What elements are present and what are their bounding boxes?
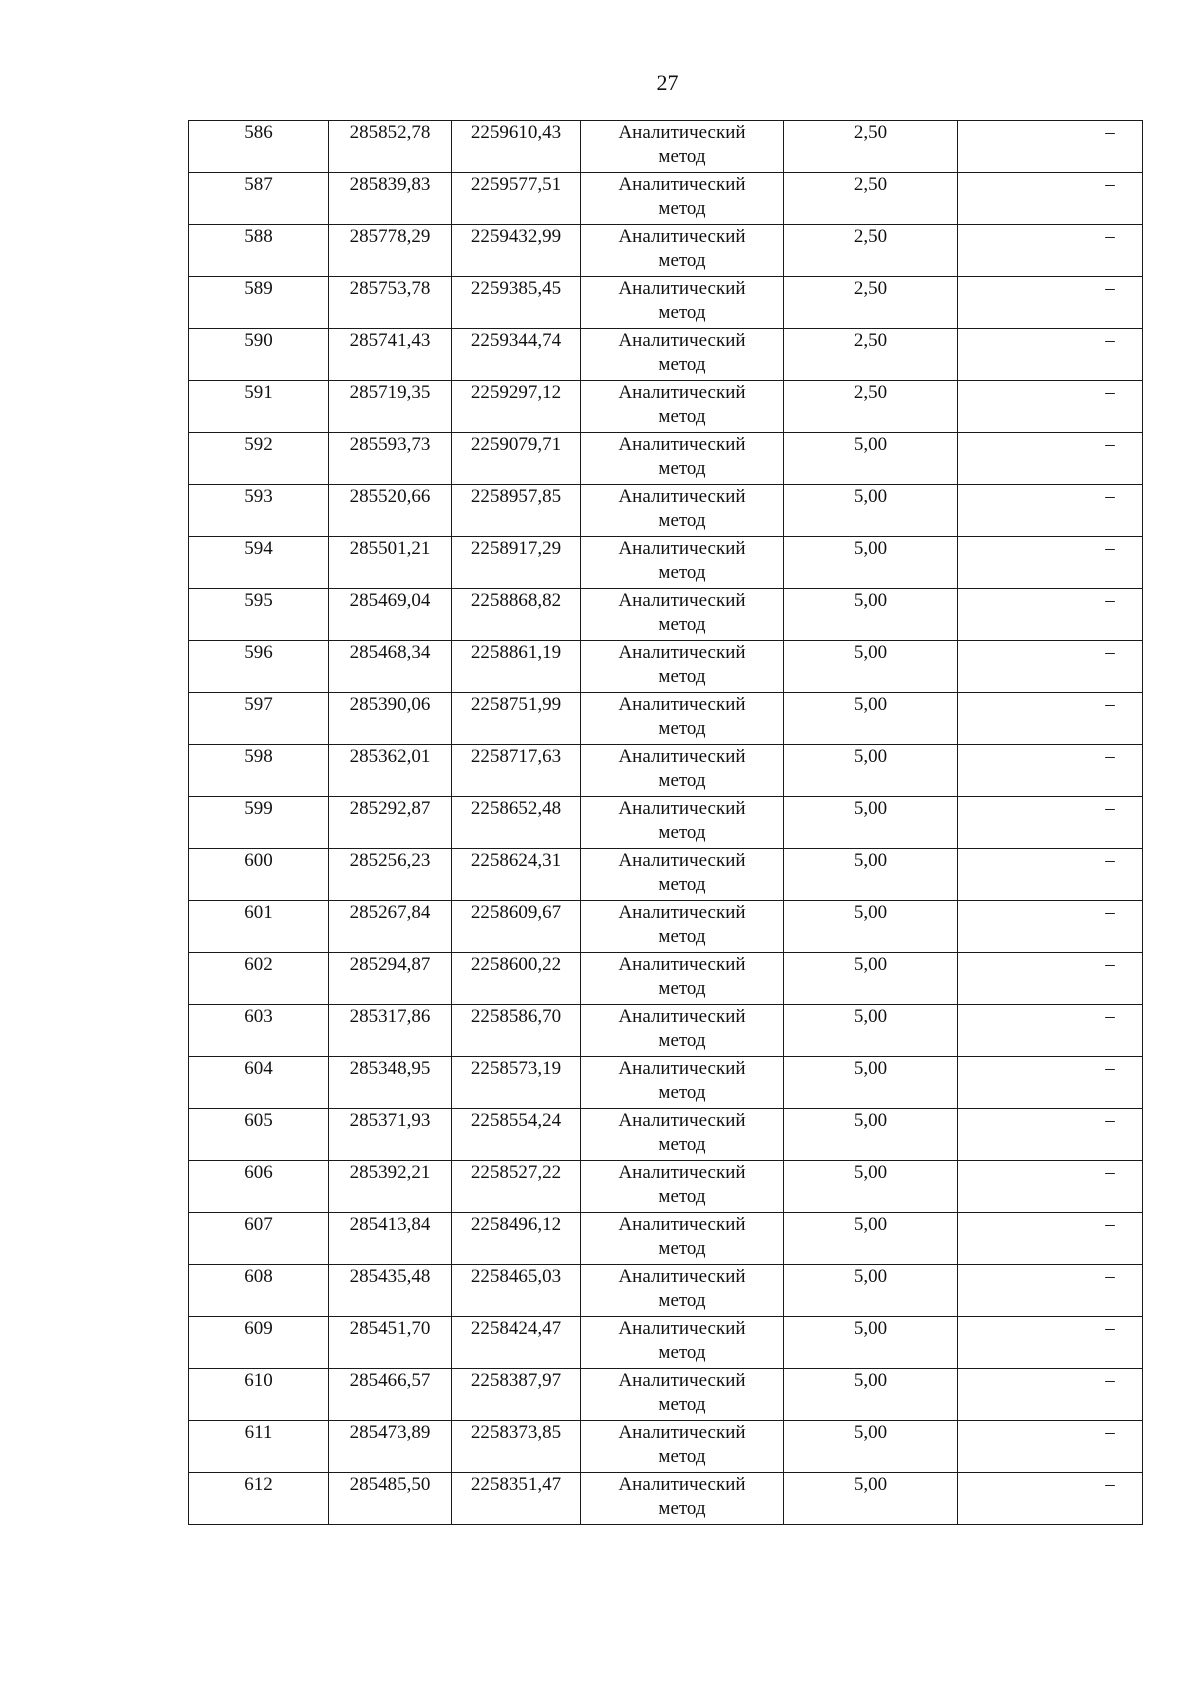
- accuracy-cell: 2,50: [784, 329, 958, 381]
- accuracy-cell: 5,00: [784, 589, 958, 641]
- x-coordinate-cell: 285473,89: [329, 1421, 452, 1473]
- y-coordinate-cell: 2258652,48: [452, 797, 581, 849]
- point-number-cell: 601: [189, 901, 329, 953]
- method-line-1: Аналитический: [618, 1058, 746, 1079]
- note-dash: –: [1105, 538, 1115, 559]
- accuracy-cell: 5,00: [784, 1317, 958, 1369]
- method-line-1: Аналитический: [618, 1422, 746, 1443]
- note-cell: [958, 745, 1143, 797]
- method-line-2: метод: [658, 1186, 706, 1207]
- x-coordinate-cell: 285362,01: [329, 745, 452, 797]
- method-line-2: метод: [658, 770, 706, 791]
- table-row: [189, 797, 1143, 849]
- x-coordinate-cell: 285371,93: [329, 1109, 452, 1161]
- note-dash: –: [1105, 1422, 1115, 1443]
- x-coordinate-cell: 285520,66: [329, 485, 452, 537]
- point-number-cell: 602: [189, 953, 329, 1005]
- note-dash: –: [1105, 746, 1115, 767]
- method-line-2: метод: [658, 406, 706, 427]
- note-cell: [958, 641, 1143, 693]
- y-coordinate-cell: 2258751,99: [452, 693, 581, 745]
- method-line-1: Аналитический: [618, 1006, 746, 1027]
- method-line-2: метод: [658, 926, 706, 947]
- table-row: [189, 1473, 1143, 1525]
- point-number-cell: 603: [189, 1005, 329, 1057]
- point-number-cell: 608: [189, 1265, 329, 1317]
- note-dash: –: [1105, 382, 1115, 403]
- x-coordinate-cell: 285852,78: [329, 121, 452, 173]
- table-body: [189, 121, 1143, 1525]
- note-dash: –: [1105, 1474, 1115, 1495]
- y-coordinate-cell: 2258496,12: [452, 1213, 581, 1265]
- coordinates-table: [188, 120, 1143, 1525]
- accuracy-cell: 5,00: [784, 1057, 958, 1109]
- x-coordinate-cell: 285392,21: [329, 1161, 452, 1213]
- method-line-2: метод: [658, 1134, 706, 1155]
- method-line-1: Аналитический: [618, 226, 746, 247]
- method-cell: [581, 1265, 784, 1317]
- note-dash: –: [1105, 174, 1115, 195]
- note-cell: [958, 589, 1143, 641]
- y-coordinate-cell: 2259385,45: [452, 277, 581, 329]
- page-number: 27: [656, 70, 679, 95]
- method-cell: [581, 277, 784, 329]
- y-coordinate-cell: 2258868,82: [452, 589, 581, 641]
- table-row: [189, 1369, 1143, 1421]
- x-coordinate-cell: 285317,86: [329, 1005, 452, 1057]
- method-line-2: метод: [658, 874, 706, 895]
- note-dash: –: [1105, 798, 1115, 819]
- note-dash: –: [1105, 278, 1115, 299]
- method-cell: [581, 1109, 784, 1161]
- method-cell: [581, 849, 784, 901]
- method-cell: [581, 901, 784, 953]
- note-dash: –: [1105, 1370, 1115, 1391]
- x-coordinate-cell: 285741,43: [329, 329, 452, 381]
- method-line-1: Аналитический: [618, 798, 746, 819]
- point-number-cell: 600: [189, 849, 329, 901]
- note-cell: [958, 329, 1143, 381]
- table-row: [189, 537, 1143, 589]
- accuracy-cell: 5,00: [784, 433, 958, 485]
- table-row: [189, 329, 1143, 381]
- table-row: [189, 173, 1143, 225]
- note-cell: [958, 433, 1143, 485]
- method-line-2: метод: [658, 978, 706, 999]
- method-line-1: Аналитический: [618, 1266, 746, 1287]
- y-coordinate-cell: 2258717,63: [452, 745, 581, 797]
- method-line-2: метод: [658, 1238, 706, 1259]
- method-line-2: метод: [658, 1394, 706, 1415]
- table-row: [189, 953, 1143, 1005]
- method-cell: [581, 225, 784, 277]
- accuracy-cell: 5,00: [784, 797, 958, 849]
- x-coordinate-cell: 285719,35: [329, 381, 452, 433]
- y-coordinate-cell: 2259079,71: [452, 433, 581, 485]
- note-cell: [958, 1213, 1143, 1265]
- x-coordinate-cell: 285267,84: [329, 901, 452, 953]
- table-row: [189, 1265, 1143, 1317]
- method-cell: [581, 1057, 784, 1109]
- y-coordinate-cell: 2259432,99: [452, 225, 581, 277]
- point-number-cell: 610: [189, 1369, 329, 1421]
- method-line-1: Аналитический: [618, 642, 746, 663]
- method-line-1: Аналитический: [618, 1474, 746, 1495]
- note-cell: [958, 1109, 1143, 1161]
- method-cell: [581, 1421, 784, 1473]
- method-cell: [581, 1213, 784, 1265]
- method-line-1: Аналитический: [618, 122, 746, 143]
- method-line-1: Аналитический: [618, 694, 746, 715]
- point-number-cell: 588: [189, 225, 329, 277]
- point-number-cell: 589: [189, 277, 329, 329]
- point-number-cell: 611: [189, 1421, 329, 1473]
- x-coordinate-cell: 285390,06: [329, 693, 452, 745]
- y-coordinate-cell: 2258861,19: [452, 641, 581, 693]
- point-number-cell: 586: [189, 121, 329, 173]
- note-cell: [958, 693, 1143, 745]
- method-line-1: Аналитический: [618, 486, 746, 507]
- accuracy-cell: 5,00: [784, 1161, 958, 1213]
- method-line-1: Аналитический: [618, 434, 746, 455]
- method-cell: [581, 537, 784, 589]
- note-dash: –: [1105, 1162, 1115, 1183]
- method-cell: [581, 953, 784, 1005]
- table-row: [189, 485, 1143, 537]
- point-number-cell: 592: [189, 433, 329, 485]
- method-cell: [581, 693, 784, 745]
- y-coordinate-cell: 2259610,43: [452, 121, 581, 173]
- method-line-1: Аналитический: [618, 1214, 746, 1235]
- method-line-2: метод: [658, 302, 706, 323]
- note-cell: [958, 225, 1143, 277]
- table-row: [189, 1109, 1143, 1161]
- method-line-2: метод: [658, 718, 706, 739]
- y-coordinate-cell: 2258527,22: [452, 1161, 581, 1213]
- method-cell: [581, 173, 784, 225]
- y-coordinate-cell: 2259344,74: [452, 329, 581, 381]
- table-row: [189, 1213, 1143, 1265]
- note-cell: [958, 121, 1143, 173]
- method-cell: [581, 329, 784, 381]
- accuracy-cell: 5,00: [784, 485, 958, 537]
- method-line-1: Аналитический: [618, 278, 746, 299]
- accuracy-cell: 5,00: [784, 1421, 958, 1473]
- note-cell: [958, 381, 1143, 433]
- x-coordinate-cell: 285348,95: [329, 1057, 452, 1109]
- point-number-cell: 594: [189, 537, 329, 589]
- method-line-1: Аналитический: [618, 850, 746, 871]
- point-number-cell: 599: [189, 797, 329, 849]
- note-dash: –: [1105, 486, 1115, 507]
- accuracy-cell: 5,00: [784, 1005, 958, 1057]
- accuracy-cell: 5,00: [784, 1109, 958, 1161]
- accuracy-cell: 5,00: [784, 693, 958, 745]
- y-coordinate-cell: 2258424,47: [452, 1317, 581, 1369]
- table-row: [189, 1005, 1143, 1057]
- point-number-cell: 606: [189, 1161, 329, 1213]
- table-row: [189, 381, 1143, 433]
- note-dash: –: [1105, 1006, 1115, 1027]
- method-cell: [581, 797, 784, 849]
- method-line-2: метод: [658, 614, 706, 635]
- method-cell: [581, 745, 784, 797]
- accuracy-cell: 2,50: [784, 173, 958, 225]
- y-coordinate-cell: 2258600,22: [452, 953, 581, 1005]
- method-cell: [581, 1005, 784, 1057]
- note-cell: [958, 901, 1143, 953]
- point-number-cell: 590: [189, 329, 329, 381]
- accuracy-cell: 2,50: [784, 381, 958, 433]
- x-coordinate-cell: 285468,34: [329, 641, 452, 693]
- note-cell: [958, 1421, 1143, 1473]
- table-row: [189, 1421, 1143, 1473]
- method-line-1: Аналитический: [618, 330, 746, 351]
- x-coordinate-cell: 285485,50: [329, 1473, 452, 1525]
- table-row: [189, 433, 1143, 485]
- point-number-cell: 591: [189, 381, 329, 433]
- table-row: [189, 901, 1143, 953]
- note-dash: –: [1105, 1110, 1115, 1131]
- note-cell: [958, 1057, 1143, 1109]
- y-coordinate-cell: 2258387,97: [452, 1369, 581, 1421]
- y-coordinate-cell: 2258957,85: [452, 485, 581, 537]
- point-number-cell: 609: [189, 1317, 329, 1369]
- method-line-1: Аналитический: [618, 746, 746, 767]
- method-line-2: метод: [658, 1342, 706, 1363]
- note-cell: [958, 1265, 1143, 1317]
- table-row: [189, 1317, 1143, 1369]
- table-row: [189, 693, 1143, 745]
- note-cell: [958, 953, 1143, 1005]
- note-dash: –: [1105, 330, 1115, 351]
- note-dash: –: [1105, 694, 1115, 715]
- point-number-cell: 597: [189, 693, 329, 745]
- x-coordinate-cell: 285753,78: [329, 277, 452, 329]
- note-cell: [958, 485, 1143, 537]
- method-cell: [581, 1369, 784, 1421]
- accuracy-cell: 5,00: [784, 641, 958, 693]
- accuracy-cell: 5,00: [784, 1369, 958, 1421]
- method-cell: [581, 1161, 784, 1213]
- method-line-2: метод: [658, 666, 706, 687]
- y-coordinate-cell: 2258917,29: [452, 537, 581, 589]
- note-dash: –: [1105, 642, 1115, 663]
- method-line-2: метод: [658, 1446, 706, 1467]
- note-dash: –: [1105, 122, 1115, 143]
- point-number-cell: 593: [189, 485, 329, 537]
- y-coordinate-cell: 2258573,19: [452, 1057, 581, 1109]
- method-line-2: метод: [658, 250, 706, 271]
- x-coordinate-cell: 285292,87: [329, 797, 452, 849]
- x-coordinate-cell: 285466,57: [329, 1369, 452, 1421]
- x-coordinate-cell: 285435,48: [329, 1265, 452, 1317]
- method-line-2: метод: [658, 1498, 706, 1519]
- table-row: [189, 1161, 1143, 1213]
- method-line-2: метод: [658, 354, 706, 375]
- note-cell: [958, 277, 1143, 329]
- method-line-1: Аналитический: [618, 954, 746, 975]
- table-row: [189, 225, 1143, 277]
- method-line-1: Аналитический: [618, 174, 746, 195]
- method-line-1: Аналитический: [618, 382, 746, 403]
- method-line-2: метод: [658, 146, 706, 167]
- x-coordinate-cell: 285451,70: [329, 1317, 452, 1369]
- accuracy-cell: 5,00: [784, 953, 958, 1005]
- accuracy-cell: 5,00: [784, 1213, 958, 1265]
- accuracy-cell: 5,00: [784, 1265, 958, 1317]
- note-cell: [958, 1005, 1143, 1057]
- x-coordinate-cell: 285593,73: [329, 433, 452, 485]
- note-dash: –: [1105, 850, 1115, 871]
- note-cell: [958, 1369, 1143, 1421]
- method-line-2: метод: [658, 822, 706, 843]
- method-cell: [581, 1473, 784, 1525]
- method-line-2: метод: [658, 198, 706, 219]
- method-line-2: метод: [658, 510, 706, 531]
- note-dash: –: [1105, 1214, 1115, 1235]
- note-dash: –: [1105, 590, 1115, 611]
- x-coordinate-cell: 285413,84: [329, 1213, 452, 1265]
- method-line-1: Аналитический: [618, 590, 746, 611]
- note-cell: [958, 1317, 1143, 1369]
- note-dash: –: [1105, 1058, 1115, 1079]
- note-dash: –: [1105, 434, 1115, 455]
- note-cell: [958, 1473, 1143, 1525]
- method-line-2: метод: [658, 1030, 706, 1051]
- accuracy-cell: 5,00: [784, 849, 958, 901]
- table-row: [189, 121, 1143, 173]
- accuracy-cell: 5,00: [784, 901, 958, 953]
- accuracy-cell: 5,00: [784, 745, 958, 797]
- method-line-1: Аналитический: [618, 1318, 746, 1339]
- accuracy-cell: 5,00: [784, 537, 958, 589]
- x-coordinate-cell: 285294,87: [329, 953, 452, 1005]
- table-row: [189, 277, 1143, 329]
- table-row: [189, 849, 1143, 901]
- method-line-2: метод: [658, 458, 706, 479]
- method-line-1: Аналитический: [618, 1370, 746, 1391]
- y-coordinate-cell: 2258586,70: [452, 1005, 581, 1057]
- method-line-1: Аналитический: [618, 1162, 746, 1183]
- note-cell: [958, 537, 1143, 589]
- y-coordinate-cell: 2258373,85: [452, 1421, 581, 1473]
- x-coordinate-cell: 285469,04: [329, 589, 452, 641]
- point-number-cell: 604: [189, 1057, 329, 1109]
- table-row: [189, 589, 1143, 641]
- point-number-cell: 607: [189, 1213, 329, 1265]
- point-number-cell: 612: [189, 1473, 329, 1525]
- note-dash: –: [1105, 1318, 1115, 1339]
- note-dash: –: [1105, 226, 1115, 247]
- y-coordinate-cell: 2259577,51: [452, 173, 581, 225]
- note-cell: [958, 173, 1143, 225]
- note-cell: [958, 1161, 1143, 1213]
- method-line-1: Аналитический: [618, 538, 746, 559]
- y-coordinate-cell: 2258465,03: [452, 1265, 581, 1317]
- x-coordinate-cell: 285256,23: [329, 849, 452, 901]
- method-line-2: метод: [658, 562, 706, 583]
- y-coordinate-cell: 2258351,47: [452, 1473, 581, 1525]
- note-dash: –: [1105, 1266, 1115, 1287]
- y-coordinate-cell: 2258554,24: [452, 1109, 581, 1161]
- note-cell: [958, 849, 1143, 901]
- x-coordinate-cell: 285839,83: [329, 173, 452, 225]
- y-coordinate-cell: 2258624,31: [452, 849, 581, 901]
- point-number-cell: 587: [189, 173, 329, 225]
- method-cell: [581, 121, 784, 173]
- note-dash: –: [1105, 902, 1115, 923]
- method-cell: [581, 433, 784, 485]
- point-number-cell: 596: [189, 641, 329, 693]
- y-coordinate-cell: 2259297,12: [452, 381, 581, 433]
- accuracy-cell: 2,50: [784, 277, 958, 329]
- method-cell: [581, 1317, 784, 1369]
- method-line-2: метод: [658, 1082, 706, 1103]
- table-row: [189, 1057, 1143, 1109]
- method-cell: [581, 589, 784, 641]
- table-row: [189, 641, 1143, 693]
- point-number-cell: 598: [189, 745, 329, 797]
- accuracy-cell: 2,50: [784, 121, 958, 173]
- method-cell: [581, 381, 784, 433]
- method-line-2: метод: [658, 1290, 706, 1311]
- method-line-1: Аналитический: [618, 1110, 746, 1131]
- x-coordinate-cell: 285778,29: [329, 225, 452, 277]
- note-dash: –: [1105, 954, 1115, 975]
- note-cell: [958, 797, 1143, 849]
- method-line-1: Аналитический: [618, 902, 746, 923]
- point-number-cell: 605: [189, 1109, 329, 1161]
- accuracy-cell: 2,50: [784, 225, 958, 277]
- method-cell: [581, 485, 784, 537]
- method-cell: [581, 641, 784, 693]
- table-row: [189, 745, 1143, 797]
- point-number-cell: 595: [189, 589, 329, 641]
- y-coordinate-cell: 2258609,67: [452, 901, 581, 953]
- x-coordinate-cell: 285501,21: [329, 537, 452, 589]
- accuracy-cell: 5,00: [784, 1473, 958, 1525]
